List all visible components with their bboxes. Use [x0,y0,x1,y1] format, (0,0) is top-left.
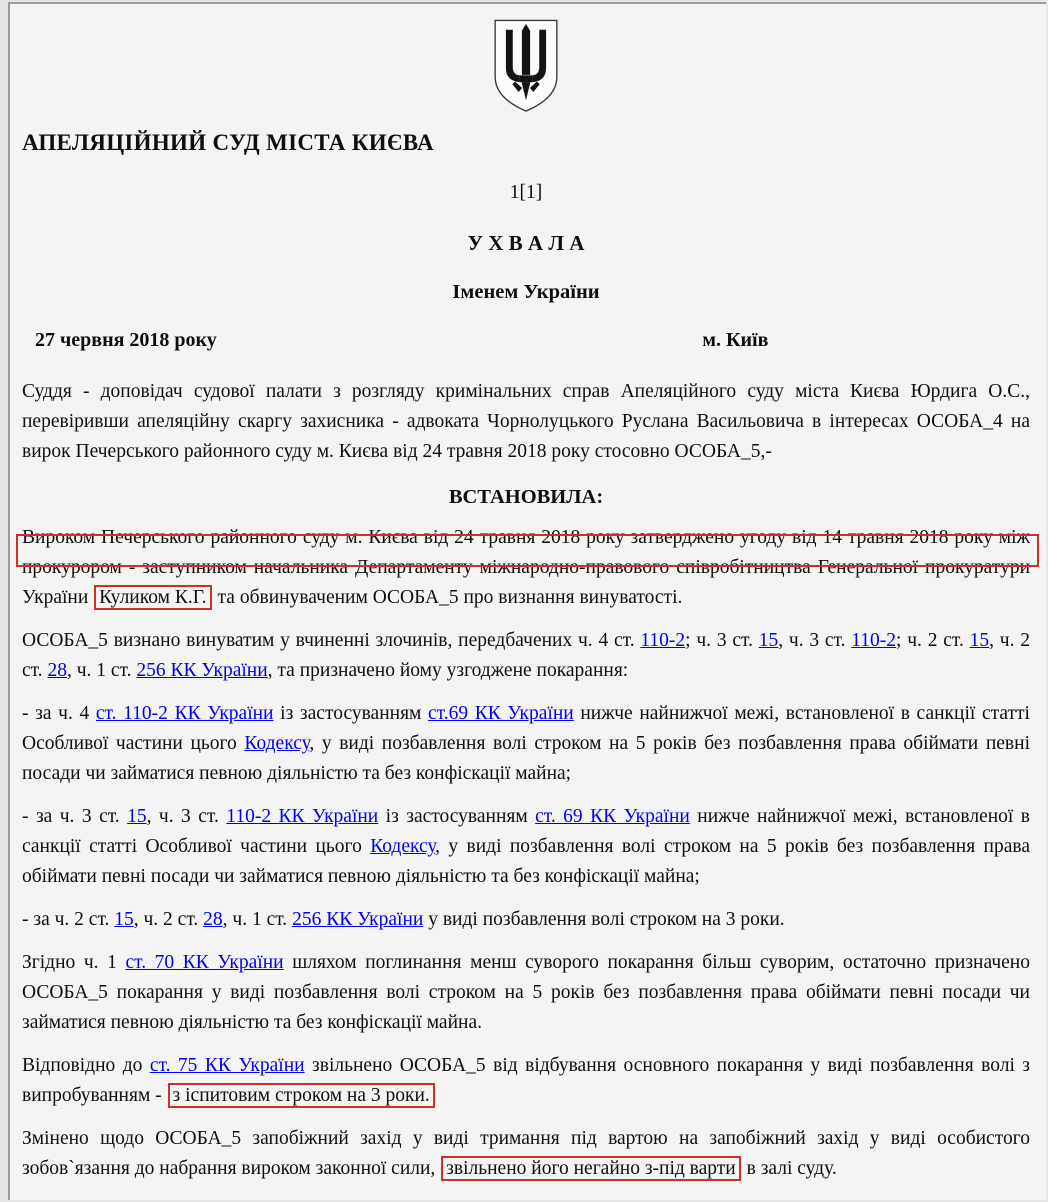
text-run: нижче найнижчої межі, встановленої в санкції статті Особливої частини цього [22,703,1030,754]
statute-link[interactable]: 110-2 КК України [226,806,379,827]
paragraph-sanction-ch2 [22,905,1030,935]
statute-link[interactable]: 15 [127,806,147,827]
text-run: Змінено щодо ОСОБА_5 запобіжний захід у виді тримання під вартою на запобіжний захід у виді особистого зобов`язання до набрання вироком законної сили, [22,1128,1030,1179]
statute-link[interactable]: ст. 69 КК України [535,806,690,827]
doc-date: 27 червня 2018 року [35,329,217,351]
text-run: , та призначено йому узгоджене покарання: [267,660,629,681]
paragraph-sanction-ch4 [22,699,1030,789]
text-run: ОСОБА_5 визнано винуватим у вчиненні злочинів, передбачених ч. 4 ст. [22,630,641,651]
text-run: , ч. 1 ст. [222,909,293,930]
paragraph-verdict-agreement [22,523,1030,613]
text-run: , ч. 3 ст. [146,806,227,827]
text-run: в залі суду. [741,1158,837,1179]
text-run: із застосуванням [273,703,429,724]
text-run: - за ч. 2 ст. [22,909,115,930]
statute-link[interactable]: 15 [114,909,134,930]
text-run: , у виді позбавлення волі строком на 5 років без позбавлення права обіймати певні посади чи займатися певною діяльністю та без конфіскації майна; [22,733,1030,784]
doc-place: м. Київ [702,329,769,351]
paragraph-final-punishment [22,948,1030,1038]
paragraph-intro [22,377,1030,467]
paragraph-custody-change [22,1124,1030,1184]
text-run: , ч. 3 ст. [778,630,852,651]
statute-link[interactable]: ст. 75 КК України [149,1055,305,1076]
dateline [22,328,1030,352]
paragraph-verdict-agreement-wrap [22,523,1030,613]
text-run: , ч. 2 ст. [22,630,1031,681]
annotation-box: з іспитовим строком на 3 роки. [168,1083,435,1108]
text-run: - за ч. 3 ст. [22,806,128,827]
doc-title: У Х В А Л А [467,231,585,255]
paragraph-probation [22,1051,1030,1111]
text-run: Згідно ч. 1 [22,952,126,973]
text-run: Відповідно до [22,1055,150,1076]
statute-link[interactable]: 256 КК України [292,909,424,930]
text-run: нижче найнижчої межі, встановленої в санкції статті Особливої частини цього [22,806,1031,857]
annotation-box: Куликом К.Г. [94,585,212,610]
statute-link[interactable]: ст. 110-2 КК України [95,703,274,724]
text-run: ; ч. 2 ст. [896,630,970,651]
text-run: Суддя - доповідач судової палати з розгляду кримінальних справ Апеляційного суду міста Києва Юрдига О.С., перевіривши апеляційну скаргу захисника - адвоката Чорнолуцького Руслана Васильовича в інтересах ОСОБА_4 на вирок Печерського районного суду м. Києва від 24 травня 2018 року стосовно ОСОБА_5,- [22,381,1030,462]
footnote-marker: 1[1] [509,182,543,203]
statute-link[interactable]: 15 [969,630,990,651]
statute-link[interactable]: 28 [47,660,67,681]
doc-subtitle: Іменем України [452,281,600,303]
page-frame [8,2,1046,1200]
text-run: та обвинуваченим ОСОБА_5 про визнання винуватості. [212,587,683,608]
statute-link[interactable]: 15 [758,630,779,651]
text-run: , у виді позбавлення волі строком на 5 років без позбавлення права обіймати певні посади чи займатися певною діяльністю та без конфіскації майна; [22,836,1031,887]
statute-link[interactable]: ст.69 КК України [428,703,574,724]
text-run: Вироком Печерського районного суду м. Києва від 24 травня 2018 року затверджено угоду від 14 травня 2018 року між прокурором - заступником начальника Департаменту міжнародно-правового співробітництва Генеральної прокуратури України [22,527,1030,608]
paragraph-charges [22,626,1030,686]
text-run: - за ч. 4 [22,703,96,724]
established-heading: ВСТАНОВИЛА: [448,486,604,508]
statute-link[interactable]: Кодексу [370,836,436,857]
statute-link[interactable]: 28 [203,909,223,930]
court-name: АПЕЛЯЦІЙНИЙ СУД МІСТА КИЄВА [22,130,434,155]
text-run: у виді позбавлення волі строком на 3 роки. [423,909,785,930]
statute-link[interactable]: 256 КК України [136,660,268,681]
statute-link[interactable]: Кодексу [244,733,310,754]
ukraine-trident-emblem [492,18,560,114]
statute-link[interactable]: 110-2 [851,630,897,651]
text-run: ; ч. 3 ст. [685,630,759,651]
text-run: , ч. 2 ст. [133,909,204,930]
text-run: звільнено ОСОБА_5 від відбування основного покарання у виді позбавлення волі з випробуванням - [22,1055,1031,1106]
statute-link[interactable]: ст. 70 КК України [125,952,284,973]
text-run: , ч. 1 ст. [66,660,137,681]
paragraph-sanction-ch3 [22,802,1030,892]
annotation-box: звільнено його негайно з-під варти [441,1156,741,1181]
text-run: із застосуванням [378,806,536,827]
statute-link[interactable]: 110-2 [640,630,686,651]
text-run: шляхом поглинання менш суворого покарання більш суворим, остаточно призначено ОСОБА_5 покарання у виді позбавлення волі строком на 5 років без позбавлення права обіймати певні посади чи займатися певною діяльністю та без конфіскації майна. [22,952,1030,1033]
